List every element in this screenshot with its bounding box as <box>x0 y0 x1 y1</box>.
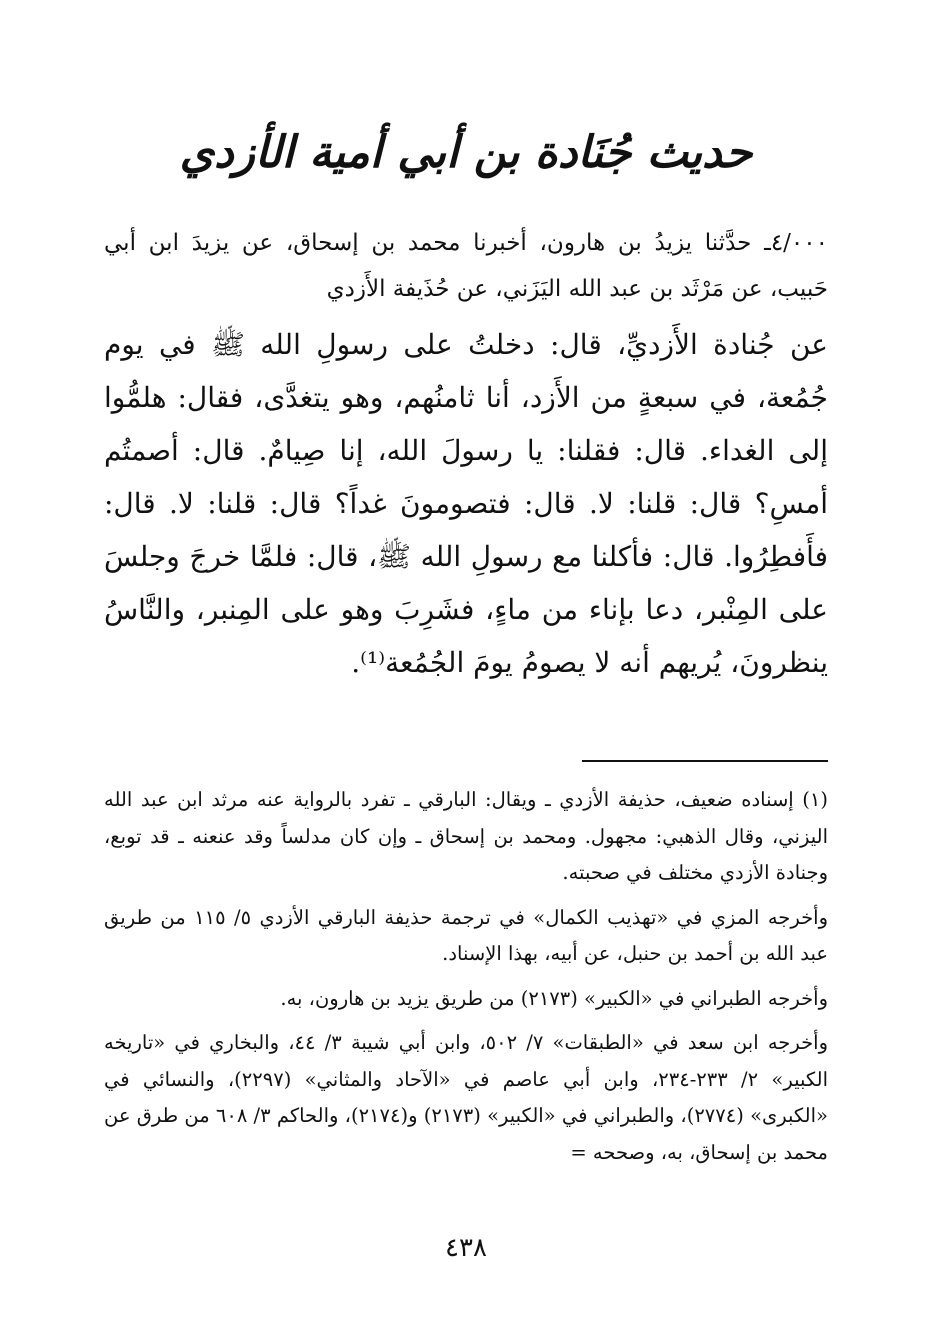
footnote-paragraph: وأخرجه الطبراني في «الكبير» (٢١٧٣) من طريق يزيد بن هارون، به. <box>280 986 828 1010</box>
hadith-text: عن جُنادة الأَزديِّ، قال: دخلتُ على رسولِ الله ﷺ في يوم جُمُعة، في سبعةٍ من الأَزد، أنا ثامنُهم، وهو يتغدَّى، فقال: هلمُّوا إلى الغداء. قال: فقلنا: يا رسولَ الله، إنا صِيامٌ. قال: أصمتُم أمسِ؟ قال: قلنا: لا. قال: فتصومونَ غداً؟ قال: قلنا: لا. قال: فأَفطِرُوا. قال: فأكلنا مع رسولِ الله ﷺ، قال: فلمَّا خرجَ وجلسَ على المِنْبر، دعا بإناء من ماءٍ، فشَرِبَ وهو على المِنبر، والنَّاسُ ينظرونَ، يُريهم أنه لا يصومُ يومَ الجُمُعة⁽¹⁾. <box>104 328 828 679</box>
footnote-paragraph: (١) إسناده ضعيف، حذيفة الأزدي ـ ويقال: البارقي ـ تفرد بالرواية عنه مرثد ابن عبد الله اليزني، وقال الذهبي: مجهول. ومحمد بن إسحاق ـ وإن كان مدلساً وقد عنعنه ـ قد توبع، وجنادة الأزدي مختلف في صحبته. <box>104 788 828 884</box>
footnote-separator <box>582 760 828 762</box>
page-number: ٤٣٨ <box>445 1233 487 1263</box>
footnote-paragraph: وأخرجه المزي في «تهذيب الكمال» في ترجمة حذيفة البارقي الأزدي ٥/ ١١٥ من طريق عبد الله بن أحمد بن حنبل، عن أبيه، بهذا الإسناد. <box>104 905 828 965</box>
chapter-title: حديث جُنَادة بن أبي أمية الأزدي <box>179 127 753 178</box>
hadith-isnad: ٤/٠٠٠ـ حدَّثنا يزيدُ بن هارون، أخبرنا محمد بن إسحاق، عن يزيدَ ابن أبي حَبيب، عن مَرْثَد بن عبد الله اليَزَني، عن حُذَيفة الأَزدي <box>104 230 828 302</box>
footnote-paragraph: وأخرجه ابن سعد في «الطبقات» ٧/ ٥٠٢، وابن أبي شيبة ٣/ ٤٤، والبخاري في «تاريخه الكبير» ٢/ ٢٣٣-٢٣٤، وابن أبي عاصم في «الآحاد والمثاني» (٢٢٩٧)، والنسائي في «الكبرى» (٢٧٧٤)، والطبراني في «الكبير» (٢١٧٣) و(٢١٧٤)، والحاكم ٣/ ٦٠٨ من طرق عن محمد بن إسحاق، به، وصححه = <box>104 1031 828 1164</box>
footnotes <box>104 782 828 1179</box>
